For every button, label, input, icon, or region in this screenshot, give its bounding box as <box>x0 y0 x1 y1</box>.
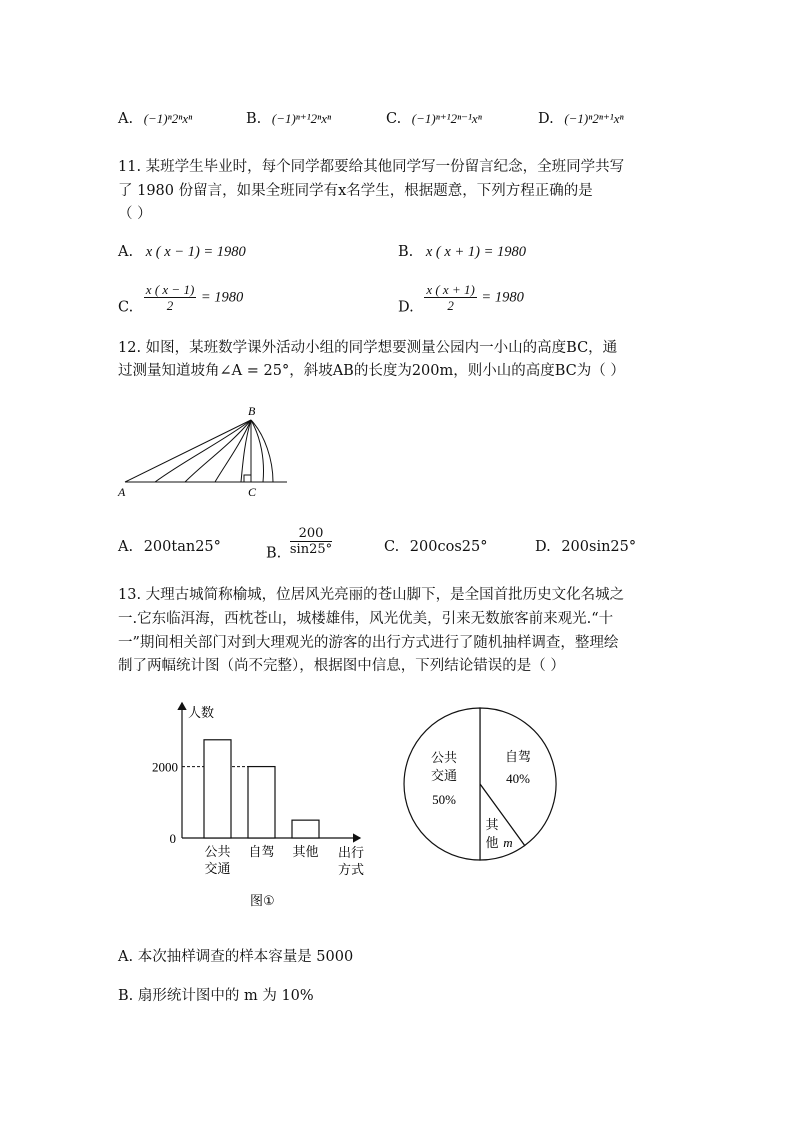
pie-slice-label: 其 <box>485 818 499 833</box>
q12-option-c <box>384 536 487 558</box>
q10-option-d-expr: (−1)ⁿ2ⁿ⁺¹xⁿ <box>564 111 624 126</box>
bar-y-tick-label: 2000 <box>152 759 178 775</box>
q13-line-4: 制了两幅统计图（尚不完整），根据图中信息，下列结论错误的是（ ） <box>118 658 565 674</box>
q12-option-b <box>266 526 332 565</box>
pie-chart <box>400 706 560 862</box>
q11-line-1: 11. 某班学生毕业时，每个同学都要给其他同学写一份留言纪念，全班同学共写 <box>118 159 625 175</box>
q13-line-1: 13. 大理古城简称榆城，位居风光亮丽的苍山脚下，是全国首批历史文化名城之 <box>118 587 625 603</box>
q12-hill-contour <box>155 420 251 482</box>
q10-option-b <box>246 108 331 130</box>
q11-option-d-denominator: 2 <box>447 298 454 313</box>
bar-chart <box>150 695 390 915</box>
q11-option-c-denominator: 2 <box>166 298 174 313</box>
q12-option-a <box>118 536 221 558</box>
q11-option-c-label: C. <box>118 299 134 316</box>
q12-option-c-label: C. <box>384 539 400 555</box>
q12-option-b-numerator: 200 <box>290 526 332 542</box>
bar-x-axis-label-line1: 出行 <box>338 846 365 861</box>
bar <box>248 767 275 838</box>
q11-option-b <box>398 241 526 263</box>
q12-option-d-label: D. <box>535 539 551 555</box>
bar-x-axis-label-line2: 方式 <box>338 863 365 878</box>
q10-option-a <box>118 108 192 130</box>
bar-category-label: 公共 <box>204 845 231 860</box>
q12-slope-figure <box>115 400 295 500</box>
q12-option-b-denominator: sin25° <box>289 542 333 557</box>
pie-slice-label: 公共 <box>430 751 458 766</box>
q11-line-2: 了 1980 份留言，如果全班同学有x名学生，根据题意，下列方程正确的是 <box>118 183 593 199</box>
q10-option-c <box>386 108 482 130</box>
q11-option-d-label: D. <box>398 299 414 316</box>
q13-line-2: 一.它东临洱海，西枕苍山，城楼雄伟，风光优美，引来无数旅客前来观光.“十 <box>118 611 614 627</box>
q11-option-d <box>398 282 524 319</box>
q12-option-a-label: A. <box>118 539 134 555</box>
q11-option-c-numerator: x ( x − 1) <box>145 282 195 297</box>
q11-option-d-rhs: = 1980 <box>481 289 524 306</box>
q11-option-b-expr: x ( x + 1) = 1980 <box>425 244 526 260</box>
pie-slice-label: 他 <box>485 836 499 851</box>
q11-option-d-numerator: x ( x + 1) <box>426 282 475 297</box>
q12-slope-line <box>125 420 251 482</box>
q11-option-a-expr: x ( x − 1) = 1980 <box>145 244 246 260</box>
bar-category-label: 自驾 <box>248 845 275 860</box>
q11-line-3: （ ） <box>118 206 152 222</box>
q11-option-c <box>118 282 243 319</box>
pie-slice-value: m <box>503 835 513 850</box>
q12-line-1: 12. 如图，某班数学课外活动小组的同学想要测量公园内一小山的高度BC，通 <box>118 340 618 356</box>
q11-option-a-label: A. <box>118 244 134 260</box>
q13-option-b: B. 扇形统计图中的 m 为 10% <box>118 988 314 1004</box>
pie-slice-value: 50% <box>432 792 456 807</box>
q12-hill-contour <box>251 420 264 482</box>
q12-option-b-label: B. <box>266 545 282 562</box>
bar-category-label: 交通 <box>204 862 231 877</box>
q10-option-d <box>538 108 624 130</box>
q10-option-d-label: D. <box>538 111 554 127</box>
q12-option-c-expr: 200cos25° <box>409 539 488 555</box>
q10-option-a-label: A. <box>118 111 134 127</box>
q11-option-d-fraction <box>424 282 476 313</box>
q10-option-b-label: B. <box>246 111 262 127</box>
q12-label-a: A <box>118 485 126 499</box>
q13-option-a: A. 本次抽样调查的样本容量是 5000 <box>118 949 354 965</box>
bar-chart-caption: 图① <box>250 894 275 909</box>
q10-option-c-expr: (−1)ⁿ⁺¹2ⁿ⁻¹xⁿ <box>411 111 482 126</box>
q12-line-2: 过测量知道坡角∠A = 25°，斜坡AB的长度为200m，则小山的高度BC为（ ） <box>118 363 625 379</box>
q11-option-c-fraction <box>144 282 196 313</box>
q12-option-d-expr: 200sin25° <box>561 539 637 555</box>
pie-slice-label: 交通 <box>430 769 458 784</box>
q10-option-c-label: C. <box>386 111 402 127</box>
pie-slice-value: 40% <box>506 771 530 786</box>
bar-category-label: 其他 <box>292 845 319 860</box>
q12-option-d <box>535 536 636 558</box>
pie-slice <box>404 708 480 860</box>
bar-y-axis-label: 人数 <box>188 706 215 721</box>
q11-option-c-rhs: = 1980 <box>200 289 244 306</box>
q12-option-b-fraction <box>290 526 332 557</box>
q11-option-b-label: B. <box>398 244 414 260</box>
q12-label-c: C <box>248 485 257 499</box>
pie-slice-label: 自驾 <box>504 750 532 765</box>
q12-hill-contour <box>185 420 251 482</box>
bar <box>292 820 319 838</box>
q11-option-a <box>118 241 246 263</box>
bar <box>204 740 231 838</box>
q12-right-angle-mark <box>244 475 251 482</box>
q10-option-b-expr: (−1)ⁿ⁺¹2ⁿxⁿ <box>271 111 332 126</box>
q12-option-a-expr: 200tan25° <box>143 539 221 555</box>
q12-label-b: B <box>248 404 256 418</box>
q13-line-3: 一”期间相关部门对到大理观光的游客的出行方式进行了随机抽样调查，整理绘 <box>118 635 619 651</box>
bar-y-tick-label: 0 <box>169 831 176 846</box>
q10-option-a-expr: (−1)ⁿ2ⁿxⁿ <box>143 111 193 126</box>
